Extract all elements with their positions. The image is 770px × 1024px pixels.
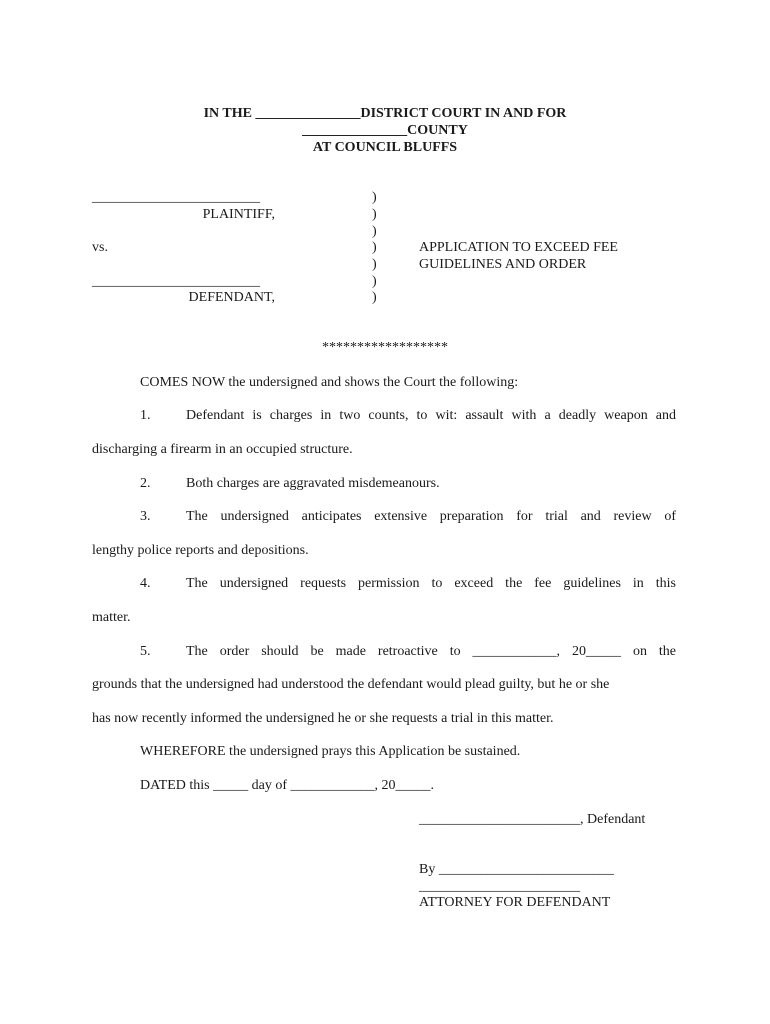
- item-number: 3.: [140, 509, 151, 524]
- caption-paren: ): [372, 240, 377, 255]
- separator-asterisks: ******************: [322, 340, 448, 355]
- item-text-line: grounds that the undersigned had understood the defendant would plead guilty, but he or she: [92, 677, 610, 692]
- defendant-signature-line: _______________________, Defendant: [419, 812, 646, 827]
- caption-paren: ): [372, 257, 377, 272]
- defendant-label: DEFENDANT,: [188, 290, 275, 305]
- item-text-line: The order should be made retroactive to ____________, 20_____ on the: [186, 644, 676, 659]
- caption-paren: ): [372, 224, 377, 239]
- wherefore-paragraph: WHEREFORE the undersigned prays this Application be sustained.: [140, 744, 521, 759]
- item-number: 1.: [140, 408, 151, 423]
- application-title-line-2: GUIDELINES AND ORDER: [419, 257, 587, 272]
- by-signature-line: By _________________________: [419, 862, 614, 877]
- caption-paren: ): [372, 290, 377, 305]
- caption-line-1: IN THE _______________DISTRICT COURT IN AND FOR: [203, 106, 567, 121]
- item-text-line: Both charges are aggravated misdemeanours.: [186, 476, 440, 491]
- caption-paren: ): [372, 207, 377, 222]
- dated-line: DATED this _____ day of ____________, 20_____.: [140, 778, 434, 793]
- item-number: 4.: [140, 576, 151, 591]
- item-text-line: matter.: [92, 610, 131, 625]
- attorney-label: ATTORNEY FOR DEFENDANT: [419, 895, 611, 910]
- defendant-blank-line: ________________________: [92, 274, 260, 289]
- item-text-line: The undersigned anticipates extensive preparation for trial and review of: [186, 509, 676, 524]
- plaintiff-blank-line: ________________________: [92, 190, 260, 205]
- caption-paren: ): [372, 190, 377, 205]
- item-text-line: lengthy police reports and depositions.: [92, 543, 309, 558]
- vs-label: vs.: [92, 240, 108, 255]
- caption-line-2: _______________COUNTY: [302, 123, 468, 138]
- attorney-signature-blank: _______________________: [419, 879, 580, 894]
- item-text-line: Defendant is charges in two counts, to wit: assault with a deadly weapon and: [186, 408, 676, 423]
- item-text-line: The undersigned requests permission to exceed the fee guidelines in this: [186, 576, 676, 591]
- item-text-line: discharging a firearm in an occupied structure.: [92, 442, 353, 457]
- item-number: 2.: [140, 476, 151, 491]
- caption-line-3: AT COUNCIL BLUFFS: [312, 140, 458, 155]
- plaintiff-label: PLAINTIFF,: [202, 207, 275, 222]
- caption-paren: ): [372, 274, 377, 289]
- application-title-line-1: APPLICATION TO EXCEED FEE: [419, 240, 618, 255]
- intro-paragraph: COMES NOW the undersigned and shows the Court the following:: [140, 375, 519, 390]
- item-number: 5.: [140, 644, 151, 659]
- item-text-line: has now recently informed the undersigned he or she requests a trial in this matter.: [92, 711, 554, 726]
